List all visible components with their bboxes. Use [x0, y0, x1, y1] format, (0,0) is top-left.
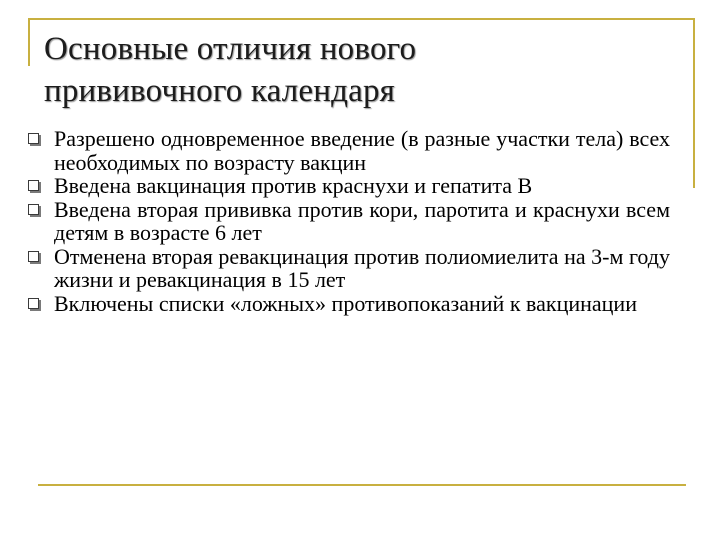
square-bullet-icon — [28, 298, 39, 309]
frame-line-bottom — [38, 484, 686, 486]
bullet-item — [24, 292, 670, 316]
frame-line-left — [28, 18, 30, 66]
bullet-text: Введена вакцинация против краснухи и гепатита В — [54, 173, 533, 198]
title-line-2: прививочного календаря — [44, 73, 396, 109]
bullet-item — [24, 245, 670, 292]
bullet-item — [24, 174, 670, 198]
bullet-text: Разрешено одновременное введение (в разные участки тела) всех необходимых по возрасту вакцин — [54, 126, 670, 175]
bullet-list — [24, 127, 670, 315]
square-bullet-icon — [28, 133, 39, 144]
bullet-text: Включены списки «ложных» противопоказаний к вакцинации — [54, 290, 637, 316]
bullet-item — [24, 127, 670, 174]
square-bullet-icon — [28, 204, 39, 215]
title-line-1: Основные отличия нового — [44, 31, 417, 67]
frame-line-right — [693, 18, 695, 188]
slide-title — [44, 28, 604, 112]
square-bullet-icon — [28, 251, 39, 262]
bullet-item — [24, 198, 670, 245]
bullet-text: Введена вторая прививка против кори, паротита и краснухи всем детям в возрасте 6 лет — [54, 196, 670, 245]
frame-line-top — [28, 18, 694, 20]
bullet-text: Отменена вторая ревакцинация против полиомиелита на 3-м году жизни и ревакцинация в 15 лет — [54, 243, 670, 292]
square-bullet-icon — [28, 180, 39, 191]
